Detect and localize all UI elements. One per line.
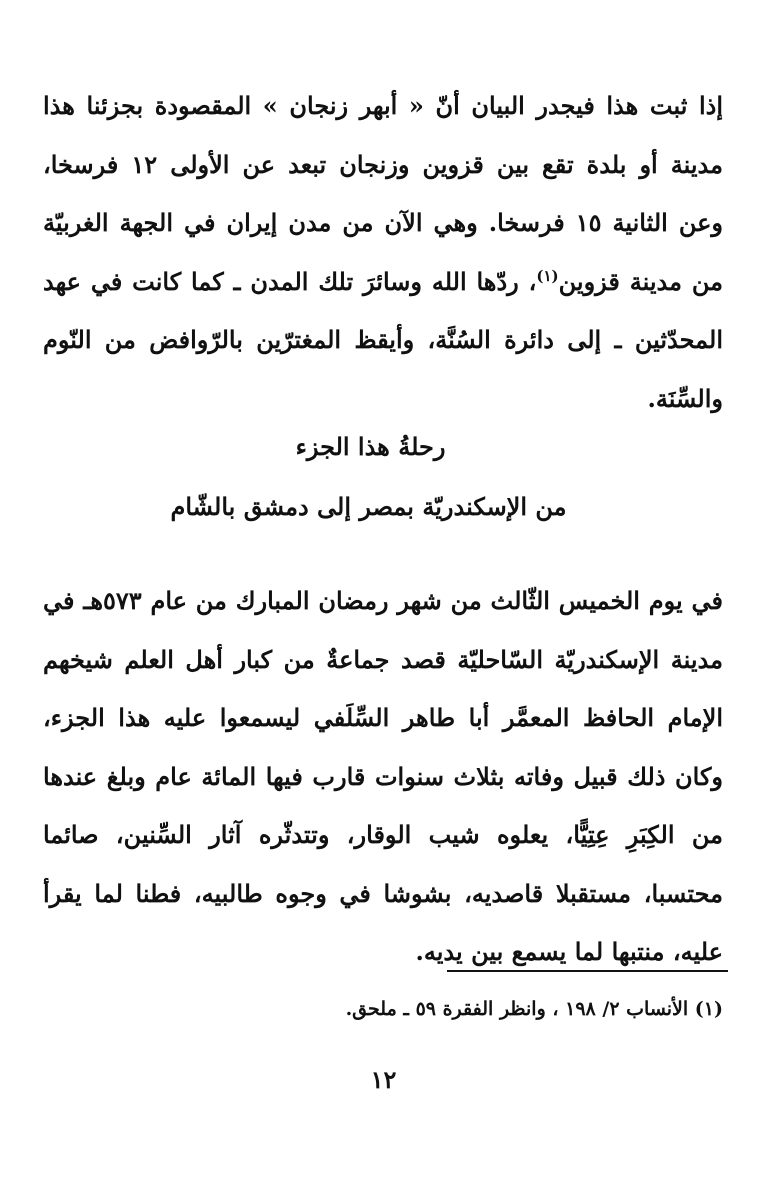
section-title: رحلةُ هذا الجزء <box>295 432 446 461</box>
page-number: ١٢ <box>370 1065 397 1094</box>
intro-text-part-2: ، ردّها الله وسائرَ تلك المدن ـ كما كانت في عهد المحدّثين ـ إلى دائرة السُنَّة، وأيقظ المغترّين بالرّوافض من النّوم والسِّنَة. <box>43 266 723 413</box>
footnote-text: (١) الأنساب ٢/ ١٩٨ ، وانظر الفقرة ٥٩ ـ ملحق. <box>345 998 723 1020</box>
intro-paragraph <box>43 77 723 428</box>
journey-paragraph: في يوم الخميس الثّالث من شهر رمضان المبارك من عام ٥٧٣هـ في مدينة الإسكندريّة السّاحليّة قصد جماعةٌ من كبار أهل العلم شيخهم الإمام الحافظ المعمَّر أبا طاهر السِّلَفي ليسمعوا عليه هذا الجزء، وكان ذلك قبيل وفاته بثلاث سنوات قارب فيها المائة عام وبلغ عندها من الكِبَرِ عِتِيًّا، يعلوه شيب الوقار، وتتدثّره آثار السِّنين، صائما محتسبا، مستقبلا قاصديه، بشوشا في وجوه طالبيه، فطنا لما يقرأ عليه، منتبها لما يسمع بين يديه. <box>43 586 724 966</box>
footnote-divider <box>447 970 728 972</box>
intro-text-part-1: إذا ثبت هذا فيجدر البيان أنّ « أبهر زنجان » المقصودة بجزئنا هذا مدينة أو بلدة تقع بين قزوين وزنجان تبعد عن الأولى ١٢ فرسخا، وعن الثانية ١٥ فرسخا. وهي الآن من مدن إيران في الجهة الغربيّة من مدينة قزوين <box>43 91 724 296</box>
section-subtitle: من الإسكندريّة بمصر إلى دمشق بالشّام <box>170 492 567 521</box>
footnote-reference: (١) <box>536 266 559 285</box>
